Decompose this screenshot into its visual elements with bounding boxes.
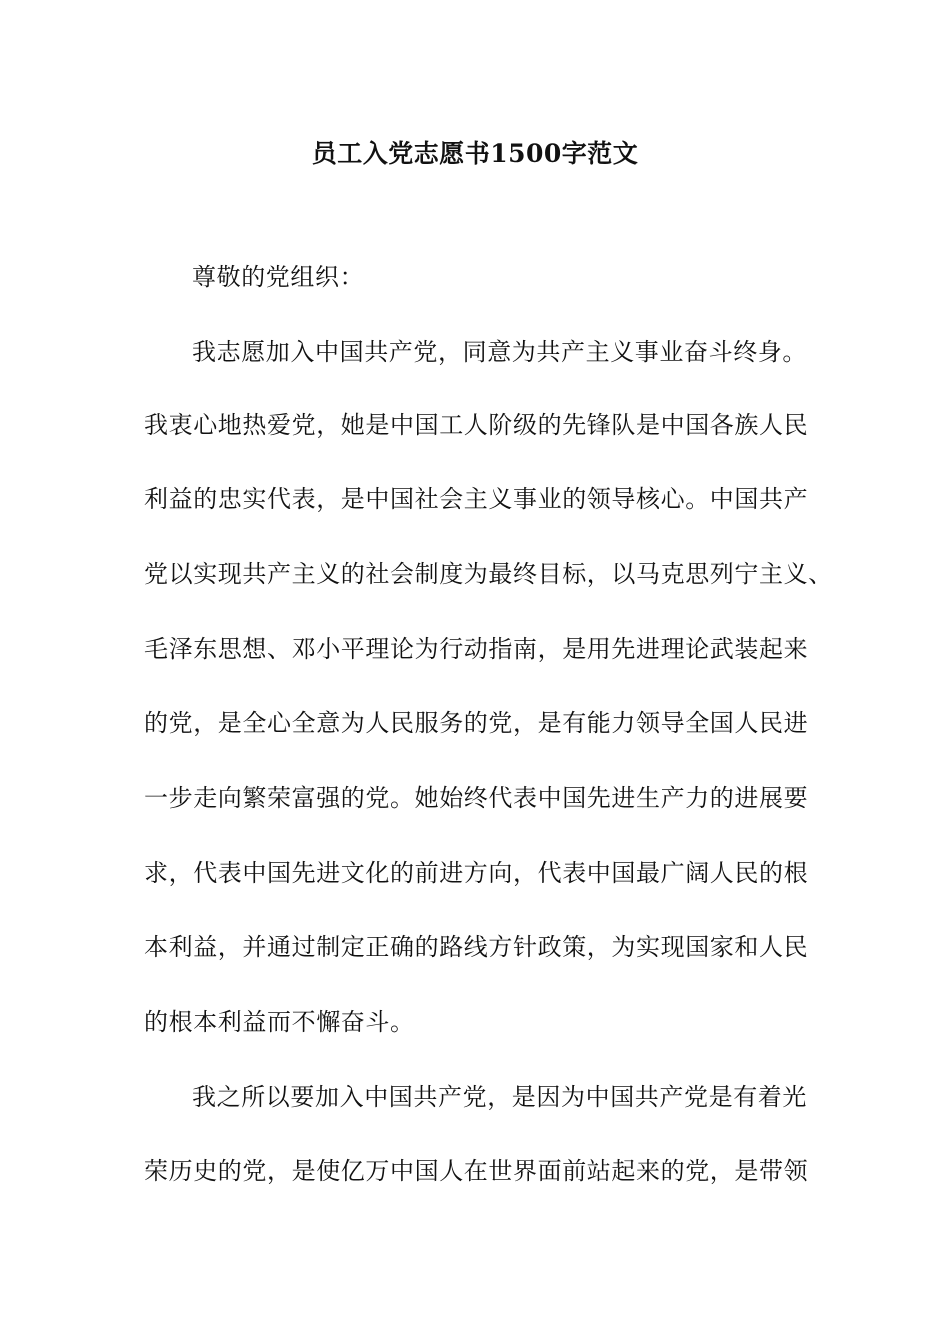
paragraph-line: 党以实现共产主义的社会制度为最终目标，以马克思列宁主义、 xyxy=(144,560,833,588)
paragraph-line: 一步走向繁荣富强的党。她始终代表中国先进生产力的进展要 xyxy=(144,784,809,812)
document-title: 员工入党志愿书1500字范文 xyxy=(311,139,639,168)
paragraph-line: 荣历史的党，是使亿万中国人在世界面前站起来的党，是带领 xyxy=(144,1157,809,1185)
paragraph-line: 求，代表中国先进文化的前进方向，代表中国最广阔人民的根 xyxy=(144,859,809,887)
paragraph-line: 利益的忠实代表，是中国社会主义事业的领导核心。中国共产 xyxy=(144,485,809,513)
paragraph-line: 的党，是全心全意为人民服务的党，是有能力领导全国人民进 xyxy=(144,709,809,737)
paragraph-line: 本利益，并通过制定正确的路线方针政策，为实现国家和人民 xyxy=(144,933,809,961)
paragraph-line: 我之所以要加入中国共产党，是因为中国共产党是有着光 xyxy=(192,1083,807,1111)
salutation: 尊敬的党组织： xyxy=(192,263,365,291)
paragraph-line: 毛泽东思想、邓小平理论为行动指南，是用先进理论武装起来 xyxy=(144,635,809,663)
paragraph-line: 我衷心地热爱党，她是中国工人阶级的先锋队是中国各族人民 xyxy=(144,411,809,439)
paragraph-line: 的根本利益而不懈奋斗。 xyxy=(144,1008,415,1036)
paragraph-line: 我志愿加入中国共产党，同意为共产主义事业奋斗终身。 xyxy=(192,338,807,366)
